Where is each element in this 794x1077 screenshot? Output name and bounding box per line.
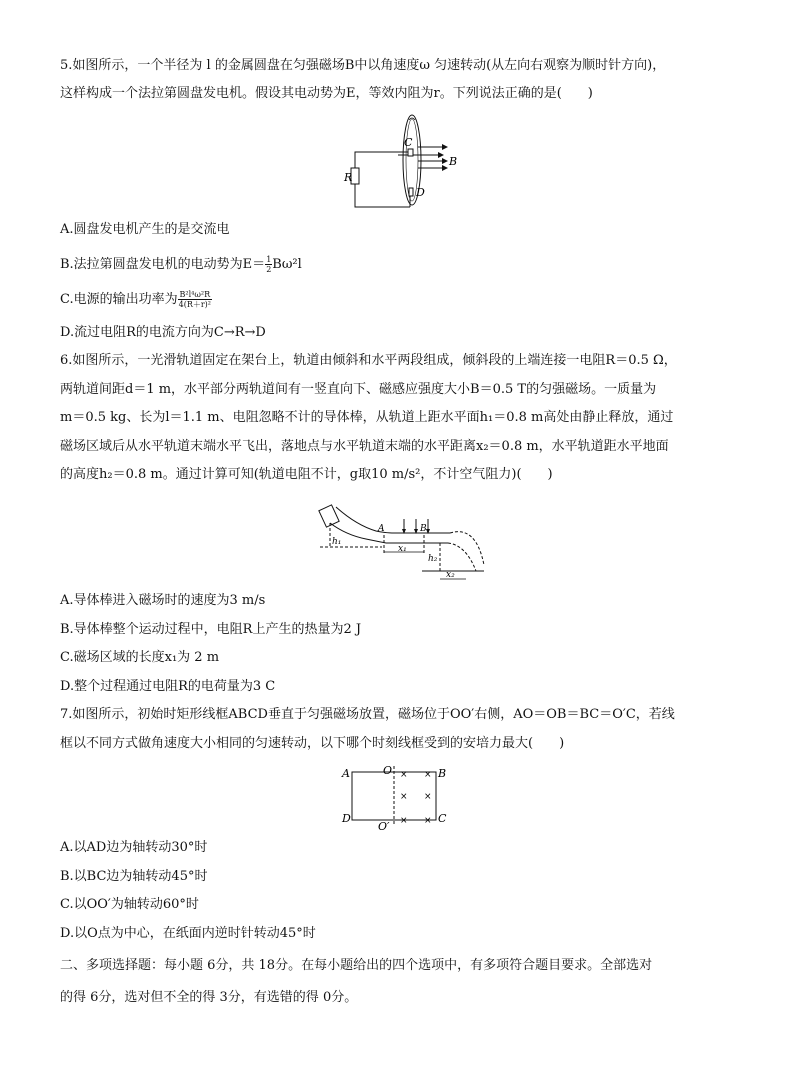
q7-label-b: B (438, 767, 447, 780)
section2-line-1: 二、多项选择题：每小题 6分，共 18分。在每小题给出的四个选项中，有多项符合题目要求。全部选对 (60, 958, 653, 973)
q7-option-d: D.以O点为中心，在纸面内逆时针转动45°时 (60, 926, 316, 941)
q6-label-h2: h₂ (428, 554, 438, 564)
q5-brush-c (408, 149, 413, 156)
q5-label-d: D (416, 186, 425, 199)
q7-cross-3: × (400, 792, 408, 802)
q6-label-a: A (378, 524, 385, 534)
q6-line-3: m＝0.5 kg、长为l＝1.1 m、电阻忽略不计的导体棒，从轨道上距水平面h₁＝0.8 m高处由静止释放，通过 (60, 410, 674, 425)
q7-cross-4: × (424, 792, 432, 802)
q7-cross-5: × (400, 816, 408, 826)
q6-option-c: C.磁场区域的长度x₁为 2 m (60, 650, 220, 665)
q7-cross-1: × (400, 770, 408, 780)
q5-option-b-expr: Bω²l (272, 257, 302, 272)
q7-cross-6: × (424, 816, 432, 826)
q7-option-c: C.以OO′为轴转动60°时 (60, 897, 199, 912)
q6-label-h1: h₁ (332, 537, 342, 547)
q5-option-c-num: B²l⁴ω²R (179, 290, 211, 299)
q5-option-b-num: 1 (266, 255, 272, 264)
q5-circuit-wire (355, 152, 410, 207)
q5-option-b-text: B.法拉第圆盘发电机的电动势为E＝ (60, 257, 266, 272)
q7-option-a: A.以AD边为轴转动30°时 (60, 840, 208, 855)
q6-label-b: B (420, 524, 427, 534)
q7-option-b: B.以BC边为轴转动45°时 (60, 869, 208, 884)
q7-label-o-prime: O′ (378, 820, 390, 832)
q5-label-b: B (449, 155, 458, 168)
q6-line-5: 的高度h₂＝0.8 m。通过计算可知(轨道电阻不计，g取10 m/s²，不计空气阻力)( ) (60, 467, 553, 482)
q5-label-r: R (344, 171, 353, 184)
q6-option-a: A.导体棒进入磁场时的速度为3 m/s (60, 593, 266, 608)
q7-line-2: 框以不同方式做角速度大小相同的匀速转动，以下哪个时刻线框受到的安培力最大( ) (60, 736, 565, 751)
q5-line-2: 这样构成一个法拉第圆盘发电机。假设其电动势为E，等效内阻为r。下列说法正确的是( ) (60, 86, 593, 101)
q7-label-d: D (342, 812, 351, 825)
q6-line-4: 磁场区域后从水平轨道末端水平飞出，落地点与水平轨道末端的水平距离x₂＝0.8 m，水平轨道距水平地面 (60, 439, 669, 454)
q5-option-b-den: 2 (266, 265, 272, 274)
q6-option-d: D.整个过程通过电阻R的电荷量为3 C (60, 679, 276, 694)
q6-label-x2: x₂ (446, 570, 455, 580)
q5-option-c-fraction (178, 290, 212, 309)
q6-resistor (319, 505, 339, 527)
q6-line-1: 6.如图所示，一光滑轨道固定在架台上，轨道由倾斜和水平两段组成，倾斜段的上端连接一电阻R＝0.5 Ω， (60, 353, 677, 368)
q5-label-c: C (404, 136, 413, 149)
q7-line-1: 7.如图所示，初始时矩形线框ABCD垂直于匀强磁场放置，磁场位于OO′右侧，AO＝OB＝BC＝O′C，若线 (60, 707, 675, 722)
q6-line-2: 两轨道间距d＝1 m，水平部分两轨道间有一竖直向下、磁感应强度大小B＝0.5 T的匀强磁场。一质量为 (60, 382, 657, 397)
q7-label-c: C (438, 812, 447, 825)
q6-label-x1: x₁ (398, 544, 407, 554)
q5-disk-generator-figure (340, 112, 470, 212)
q7-frame-figure (338, 762, 458, 832)
q7-label-a: A (342, 767, 350, 780)
q5-brush-d (409, 188, 413, 196)
q5-option-c-text: C.电源的输出功率为 (60, 292, 178, 307)
section2-line-2: 的得 6分，选对但不全的得 3分，有选错的得 0分。 (60, 990, 358, 1005)
q5-option-b (60, 255, 302, 275)
q7-label-o: O (383, 764, 393, 777)
q5-option-a: A.圆盘发电机产生的是交流电 (60, 222, 230, 237)
q6-track-figure (316, 495, 486, 585)
q5-option-c (60, 290, 212, 310)
q7-cross-2: × (424, 770, 432, 780)
q5-option-d: D.流过电阻R的电流方向为C→R→D (60, 325, 266, 340)
q5-line-1: 5.如图所示，一个半径为 l 的金属圆盘在匀强磁场B中以角速度ω 匀速转动(从左向右观察为顺时针方向)， (60, 58, 666, 73)
q6-option-b: B.导体棒整个运动过程中，电阻R上产生的热量为2 J (60, 622, 362, 637)
q5-option-c-den: 4(R＋r)² (178, 300, 212, 309)
